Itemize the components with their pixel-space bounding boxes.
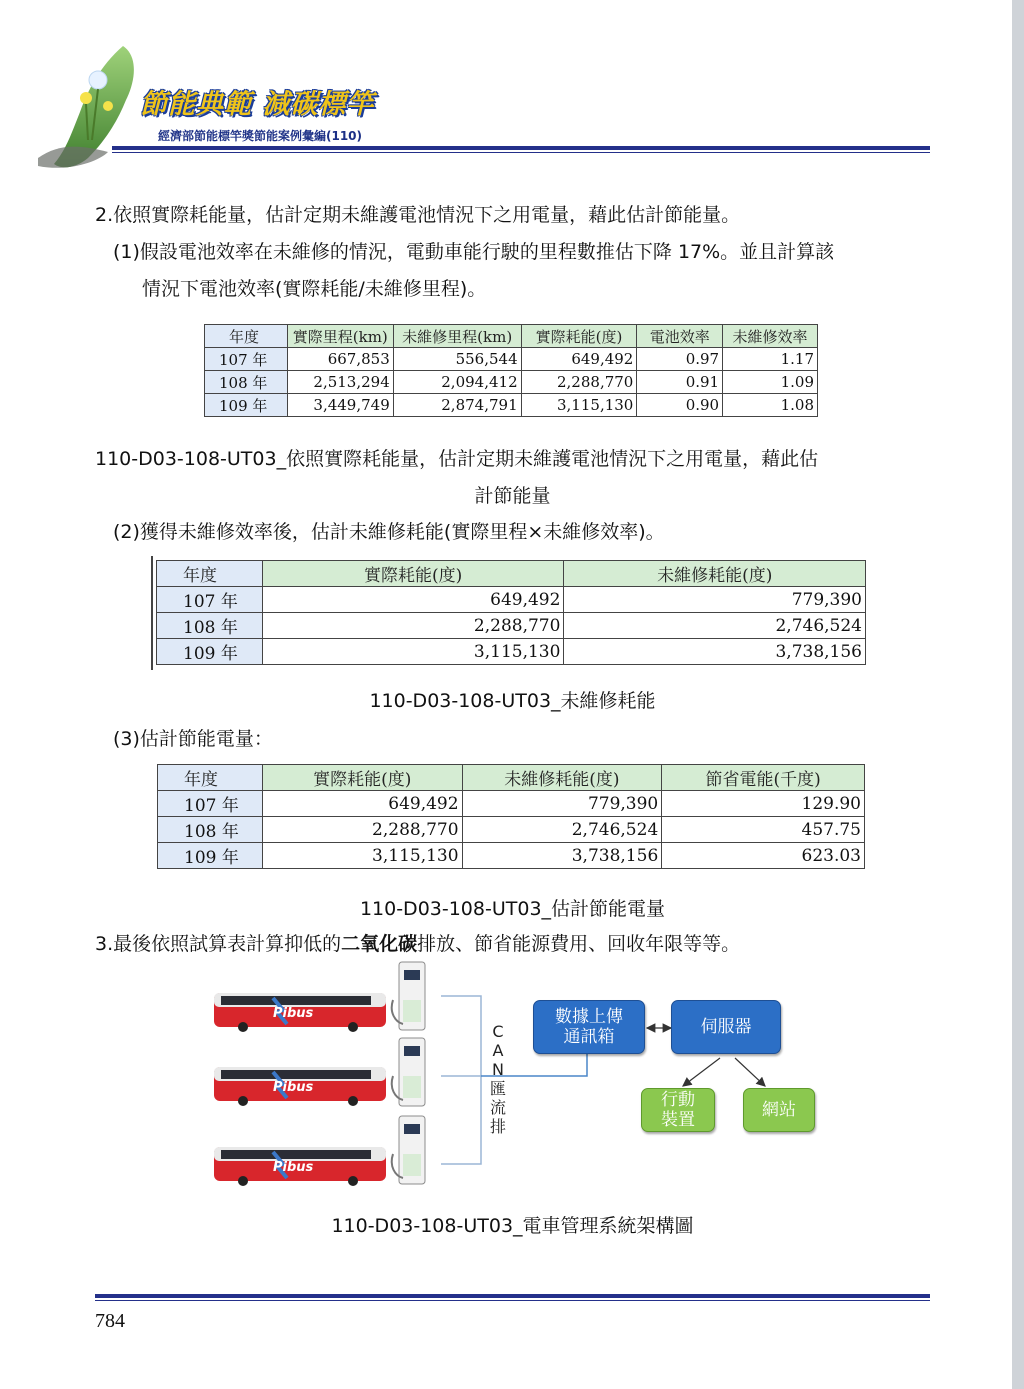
can-char: C <box>492 1022 504 1041</box>
cell: 2,874,791 <box>393 394 521 417</box>
year-cell: 109 年 <box>157 639 263 665</box>
col-header-battery-efficiency: 電池效率 <box>637 325 723 348</box>
year-cell: 108 年 <box>158 817 263 843</box>
col-header-actual-energy: 實際耗能(度) <box>521 325 637 348</box>
table-row <box>157 613 866 639</box>
year-cell: 109 年 <box>158 843 263 869</box>
cell: 3,115,130 <box>262 843 462 869</box>
cell: 1.17 <box>723 348 818 371</box>
table-border-mark <box>151 556 153 670</box>
cell: 3,449,749 <box>287 394 393 417</box>
caption-1-line1: 110-D03-108-UT03_依照實際耗能量，估計定期未維護電池情況下之用電量，藉此估 <box>95 448 819 470</box>
col-header-saved-energy: 節省電能(千度) <box>662 765 865 791</box>
cell: 129.90 <box>662 791 865 817</box>
taiwan-island-logo-icon <box>28 40 148 180</box>
can-char: 匯 <box>489 1079 506 1098</box>
cell: 649,492 <box>262 791 462 817</box>
item-3-pre: 3.最後依照試算表計算抑低的 <box>95 933 342 955</box>
table-row <box>205 394 818 417</box>
year-cell: 107 年 <box>158 791 263 817</box>
caption-2: 110-D03-108-UT03_未維修耗能 <box>369 690 656 712</box>
cell: 779,390 <box>564 587 866 613</box>
cell: 2,746,524 <box>564 613 866 639</box>
battery-efficiency-table <box>204 324 818 417</box>
col-header-year: 年度 <box>205 325 288 348</box>
col-header-actual-energy: 實際耗能(度) <box>262 561 564 587</box>
cell: 2,513,294 <box>287 371 393 394</box>
cell: 779,390 <box>462 791 662 817</box>
mobile-device-box: 行動 裝置 <box>641 1088 715 1132</box>
header-subtitle: 經濟部節能標竿獎節能案例彙編(110) <box>158 129 363 143</box>
year-cell: 109 年 <box>205 394 288 417</box>
table-row <box>205 348 818 371</box>
server-box: 伺服器 <box>671 1000 781 1054</box>
cell: 2,746,524 <box>462 817 662 843</box>
cell: 556,544 <box>393 348 521 371</box>
can-char: A <box>492 1041 504 1060</box>
cell: 2,288,770 <box>521 371 637 394</box>
cell: 2,288,770 <box>262 817 462 843</box>
year-cell: 107 年 <box>205 348 288 371</box>
caption-3: 110-D03-108-UT03_估計節能電量 <box>359 898 666 920</box>
header-rule <box>112 146 930 150</box>
table-row <box>158 791 865 817</box>
table-row <box>157 587 866 613</box>
col-header-unmaintained-energy: 未維修耗能(度) <box>462 765 662 791</box>
col-header-actual-energy: 實際耗能(度) <box>262 765 462 791</box>
cell: 1.08 <box>723 394 818 417</box>
col-header-year: 年度 <box>157 561 263 587</box>
cell: 0.90 <box>637 394 723 417</box>
item-2-2-text: (2)獲得未維修效率後，估計未維修耗能(實際里程×未維修效率)。 <box>113 521 665 543</box>
caption-4: 110-D03-108-UT03_電車管理系統架構圖 <box>331 1215 694 1237</box>
table-header-row <box>205 325 818 348</box>
item-2-text: 2.依照實際耗能量，估計定期未維護電池情況下之用電量，藉此估計節能量。 <box>95 204 741 226</box>
item-2-3-text: (3)估計節能電量： <box>113 728 273 750</box>
col-header-unmaintained-mileage: 未維修里程(km) <box>393 325 521 348</box>
cell: 3,738,156 <box>564 639 866 665</box>
can-char: 流 <box>489 1098 506 1117</box>
table-row <box>157 639 866 665</box>
item-2-1-text-line2: 情況下電池效率(實際耗能/未維修里程)。 <box>142 278 487 300</box>
cell: 667,853 <box>287 348 393 371</box>
can-char: 排 <box>489 1117 506 1136</box>
cell: 1.09 <box>723 371 818 394</box>
header-title: 節能典範 減碳標竿 <box>140 89 375 120</box>
cell: 3,115,130 <box>262 639 564 665</box>
item-2-1-text-line1: (1)假設電池效率在未維修的情況，電動車能行駛的里程數推估下降 17%。並且計算該 <box>113 241 835 263</box>
cell: 3,738,156 <box>462 843 662 869</box>
year-cell: 108 年 <box>205 371 288 394</box>
can-label <box>488 1022 508 1136</box>
cell: 3,115,130 <box>521 394 637 417</box>
table-row <box>158 843 865 869</box>
col-header-unmaintained-energy: 未維修耗能(度) <box>564 561 866 587</box>
caption-1-line2: 計節能量 <box>474 485 551 507</box>
col-header-actual-mileage: 實際里程(km) <box>287 325 393 348</box>
bus-logo-text: Pibus <box>273 1160 314 1175</box>
energy-saving-table <box>157 764 865 869</box>
table-row <box>205 371 818 394</box>
data-upload-comm-box: 數據上傳 通訊箱 <box>533 1000 645 1054</box>
connection-lines <box>205 958 825 1190</box>
cell: 2,094,412 <box>393 371 521 394</box>
table-header-row <box>158 765 865 791</box>
unmaintained-energy-table <box>156 560 866 665</box>
page-number: 784 <box>95 1310 125 1332</box>
table-row <box>158 817 865 843</box>
footer-rule-thin <box>95 1300 930 1301</box>
cell: 457.75 <box>662 817 865 843</box>
year-cell: 108 年 <box>157 613 263 639</box>
cell: 0.97 <box>637 348 723 371</box>
item-3-post: 排放、節省能源費用、回收年限等等。 <box>417 933 741 955</box>
website-box: 網站 <box>743 1088 815 1132</box>
page-edge <box>1012 0 1024 1389</box>
col-header-unmaintained-efficiency: 未維修效率 <box>723 325 818 348</box>
item-3-text <box>95 932 740 956</box>
can-char: N <box>492 1060 504 1079</box>
col-header-year: 年度 <box>158 765 263 791</box>
header-rule-thin <box>112 152 930 153</box>
table-header-row <box>157 561 866 587</box>
bus-logo-text: Pibus <box>273 1006 314 1021</box>
year-cell: 107 年 <box>157 587 263 613</box>
footer-rule <box>95 1294 930 1298</box>
item-3-bold: 二氧化碳 <box>341 933 418 955</box>
cell: 2,288,770 <box>262 613 564 639</box>
bus-logo-text: Pibus <box>273 1080 314 1095</box>
system-architecture-diagram <box>205 958 825 1190</box>
cell: 649,492 <box>521 348 637 371</box>
cell: 649,492 <box>262 587 564 613</box>
cell: 623.03 <box>662 843 865 869</box>
cell: 0.91 <box>637 371 723 394</box>
